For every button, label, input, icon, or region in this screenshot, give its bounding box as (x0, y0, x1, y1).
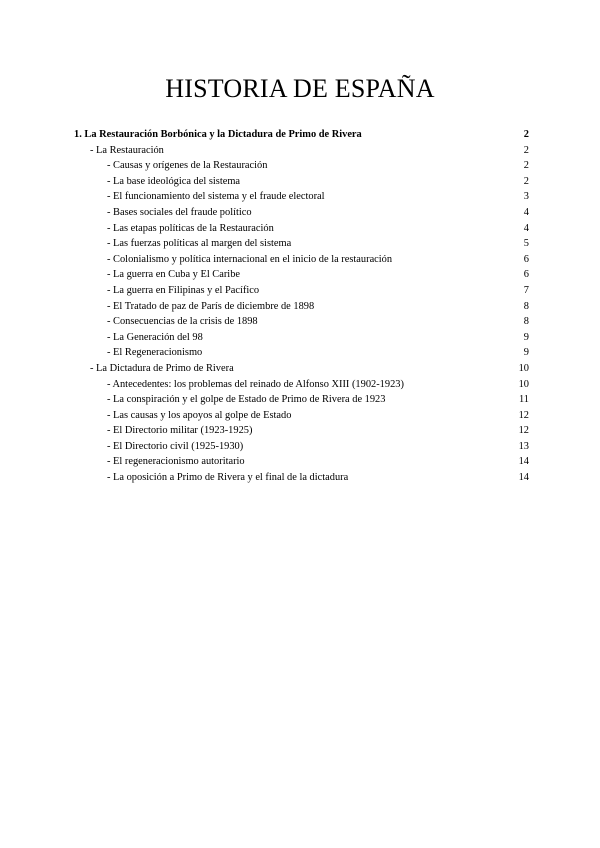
toc-entry[interactable] (74, 189, 529, 205)
toc-entry-text: - Las etapas políticas de la Restauración (107, 222, 274, 234)
toc-entry[interactable] (74, 143, 529, 159)
toc-entry[interactable] (74, 392, 529, 408)
toc-entry[interactable] (74, 345, 529, 361)
toc-page-number: 4 (523, 206, 529, 218)
toc-entry-text: - El Directorio civil (1925-1930) (107, 440, 244, 452)
toc-entry[interactable] (74, 470, 529, 486)
toc-page-number: 2 (523, 144, 529, 156)
toc-page-number: 12 (518, 409, 529, 421)
toc-entry-text: - El regeneracionismo autoritario (107, 456, 245, 468)
toc-page-number: 12 (518, 425, 529, 437)
toc-entry[interactable] (74, 158, 529, 174)
toc-page-number: 8 (523, 316, 529, 328)
table-of-contents (74, 127, 529, 486)
toc-page-number: 14 (518, 456, 529, 468)
toc-page-number: 4 (523, 222, 529, 234)
toc-page-number: 8 (523, 300, 529, 312)
toc-entry-text: - El Tratado de paz de París de diciembre de 1898 (107, 300, 315, 312)
toc-page-number: 2 (523, 160, 529, 172)
toc-entry[interactable] (74, 439, 529, 455)
toc-page-number: 3 (523, 191, 529, 203)
toc-page-number: 7 (523, 284, 529, 296)
toc-entry-text: - Consecuencias de la crisis de 1898 (107, 316, 258, 328)
toc-entry-text: - La guerra en Filipinas y el Pacífico (107, 284, 260, 296)
toc-page-number: 9 (523, 331, 529, 343)
toc-entry-text: - El funcionamiento del sistema y el fraude electoral (107, 191, 325, 203)
toc-entry[interactable] (74, 408, 529, 424)
toc-entry-text: - La Dictadura de Primo de Rivera (90, 362, 234, 374)
toc-entry[interactable] (74, 454, 529, 470)
toc-entry[interactable] (74, 127, 529, 143)
toc-entry[interactable] (74, 205, 529, 221)
toc-page-number: 6 (523, 269, 529, 281)
toc-entry-text: - Causas y orígenes de la Restauración (107, 160, 268, 172)
toc-entry[interactable] (74, 423, 529, 439)
toc-entry[interactable] (74, 330, 529, 346)
toc-entry-text: - La guerra en Cuba y El Caribe (107, 269, 241, 281)
toc-page-number: 5 (523, 238, 529, 250)
toc-page-number: 14 (518, 472, 529, 484)
page-title: HISTORIA DE ESPAÑA (165, 74, 435, 103)
toc-entry-text: - El Directorio militar (1923-1925) (107, 425, 253, 437)
toc-entry[interactable] (74, 299, 529, 315)
toc-page-number: 2 (523, 175, 529, 187)
toc-entry-text: - La conspiración y el golpe de Estado de Primo de Rivera de 1923 (107, 394, 386, 406)
toc-entry[interactable] (74, 283, 529, 299)
toc-entry-text: - La Generación del 98 (107, 331, 203, 343)
toc-entry-text: - Las causas y los apoyos al golpe de Estado (107, 409, 292, 421)
toc-entry[interactable] (74, 252, 529, 268)
toc-entry[interactable] (74, 314, 529, 330)
toc-entry-text: - Colonialismo y política internacional en el inicio de la restauración (107, 253, 393, 265)
toc-entry-text: - El Regeneracionismo (107, 347, 203, 359)
toc-entry[interactable] (74, 361, 529, 377)
toc-entry-text: - La base ideológica del sistema (107, 175, 241, 187)
toc-entry[interactable] (74, 267, 529, 283)
toc-page-number: 11 (518, 394, 529, 406)
toc-entry-text: - Bases sociales del fraude político (107, 206, 252, 218)
toc-entry-text: - La Restauración (90, 144, 164, 156)
toc-entry-text: - Las fuerzas políticas al margen del sistema (107, 238, 292, 250)
toc-entry[interactable] (74, 174, 529, 190)
toc-entry-text: - La oposición a Primo de Rivera y el final de la dictadura (107, 472, 349, 484)
toc-page-number: 10 (518, 362, 529, 374)
toc-entry[interactable] (74, 221, 529, 237)
toc-entry[interactable] (74, 377, 529, 393)
toc-entry-text: - Antecedentes: los problemas del reinado de Alfonso XIII (1902-1923) (107, 378, 404, 390)
toc-entry-text: 1. La Restauración Borbónica y la Dictadura de Primo de Rivera (74, 129, 362, 140)
toc-page-number: 13 (518, 440, 529, 452)
toc-page-number: 6 (523, 253, 529, 265)
toc-page-number: 9 (523, 347, 529, 359)
toc-page-number: 2 (523, 129, 529, 140)
toc-entry[interactable] (74, 236, 529, 252)
toc-page-number: 10 (518, 378, 529, 390)
